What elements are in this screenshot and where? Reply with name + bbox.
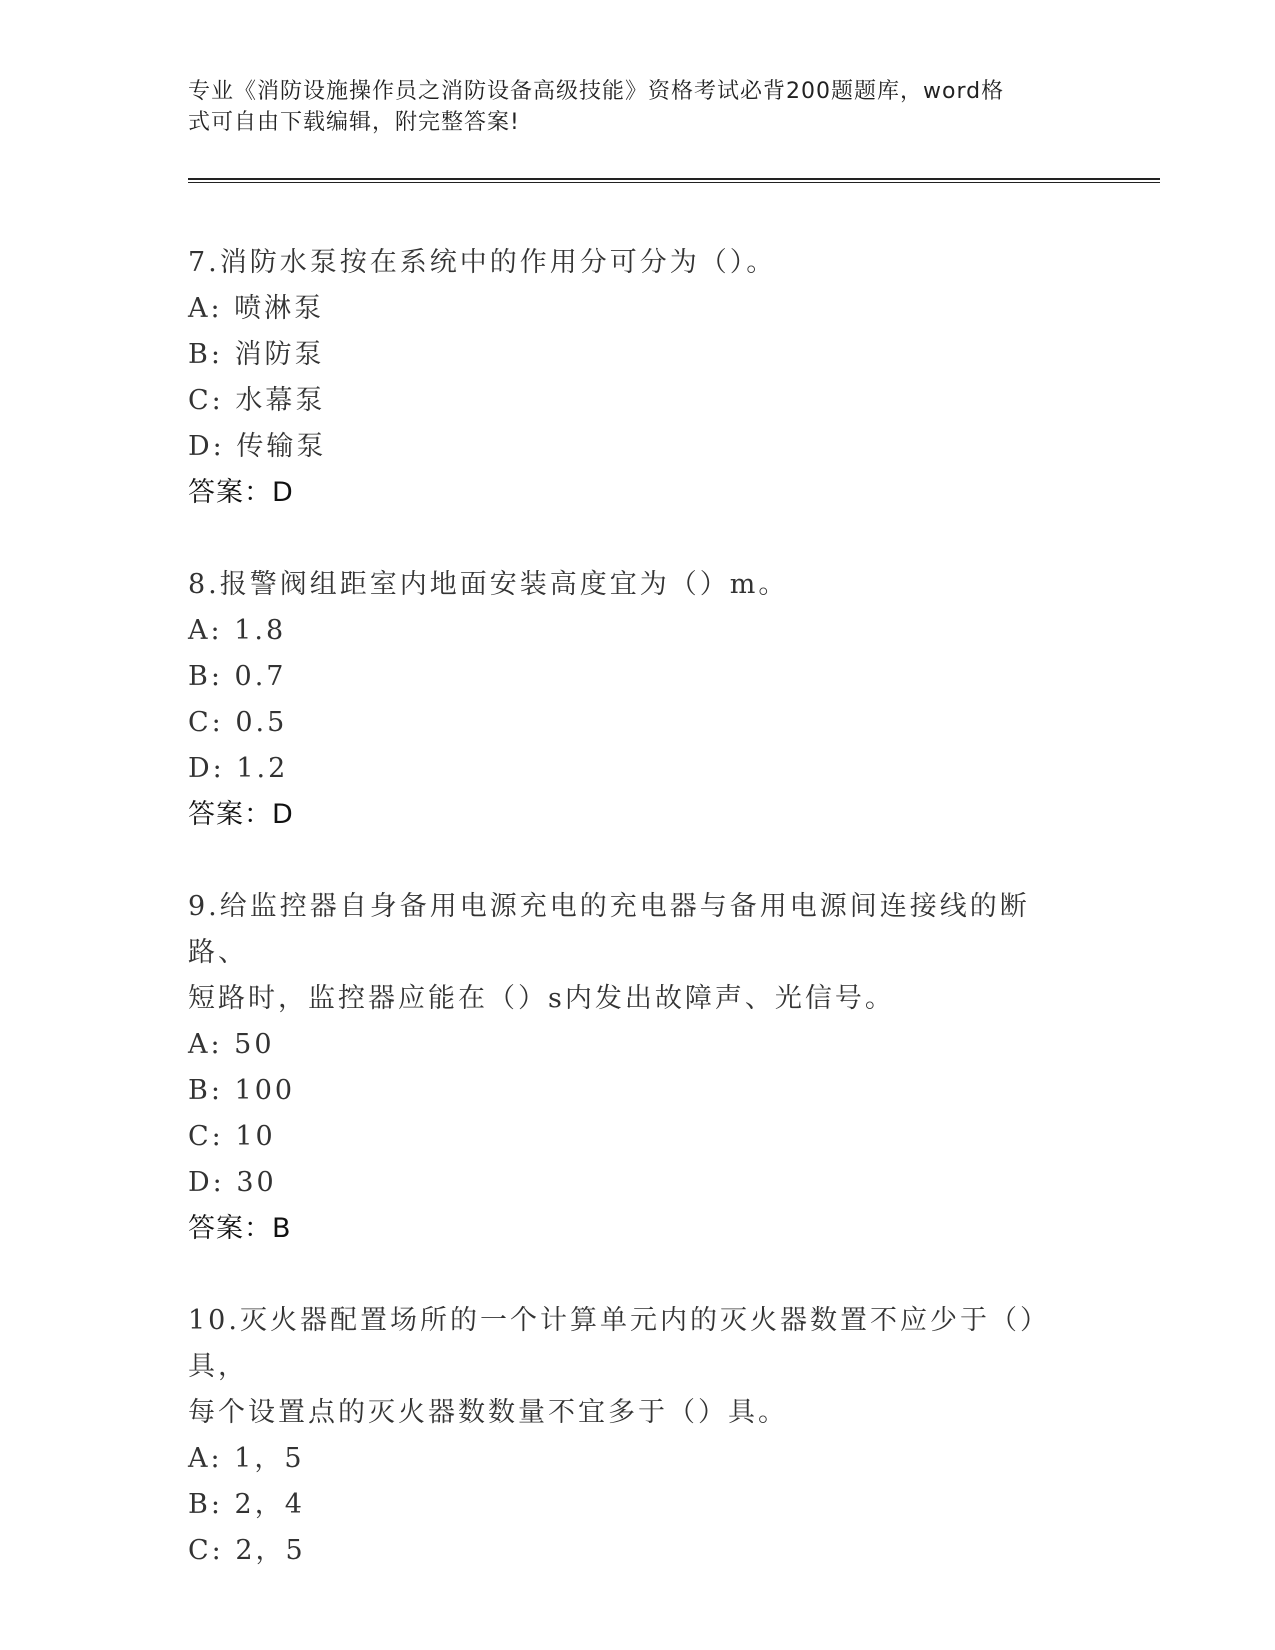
answer-label: 答案：D: [188, 477, 294, 508]
question-8: [188, 562, 1088, 838]
option-d: D: 1.2: [188, 753, 289, 784]
option-a: A: 1，5: [188, 1443, 305, 1474]
header-divider-secondary: [188, 182, 1160, 183]
question-stem: 10.灭火器配置场所的一个计算单元内的灭火器数置不应少于（）具，: [188, 1305, 1050, 1382]
question-stem-continued: 每个设置点的灭火器数数量不宜多于（）具。: [188, 1397, 788, 1428]
question-7: [188, 240, 1088, 516]
option-b: B: 100: [188, 1075, 296, 1106]
question-list: [188, 240, 1088, 1620]
question-10: [188, 1298, 1088, 1574]
answer-label: 答案：B: [188, 1213, 292, 1244]
answer-label: 答案：D: [188, 799, 294, 830]
option-a: A: 1.8: [188, 615, 287, 646]
question-stem: 9.给监控器自身备用电源充电的充电器与备用电源间连接线的断路、: [188, 891, 1030, 968]
question-stem-continued: 短路时，监控器应能在（）s内发出故障声、光信号。: [188, 983, 895, 1014]
option-b: B: 消防泵: [188, 339, 325, 370]
header-title-line-1: 专业《消防设施操作员之消防设备高级技能》资格考试必背200题题库，word格: [188, 79, 1005, 104]
option-c: C: 10: [188, 1121, 276, 1152]
option-c: C: 0.5: [188, 707, 288, 738]
option-b: B: 0.7: [188, 661, 287, 692]
document-header: [188, 76, 1068, 138]
option-c: C: 2，5: [188, 1535, 306, 1566]
option-a: A: 喷淋泵: [188, 293, 325, 324]
question-stem: 8.报警阀组距室内地面安装高度宜为（）m。: [188, 569, 789, 600]
option-d: D: 30: [188, 1167, 277, 1198]
header-divider: [188, 178, 1160, 180]
question-9: [188, 884, 1088, 1252]
option-c: C: 水幕泵: [188, 385, 326, 416]
option-a: A: 50: [188, 1029, 275, 1060]
question-stem: 7.消防水泵按在系统中的作用分可分为（）。: [188, 247, 777, 278]
header-title-line-2: 式可自由下载编辑，附完整答案!: [188, 110, 520, 135]
option-d: D: 传输泵: [188, 431, 327, 462]
option-b: B: 2，4: [188, 1489, 305, 1520]
